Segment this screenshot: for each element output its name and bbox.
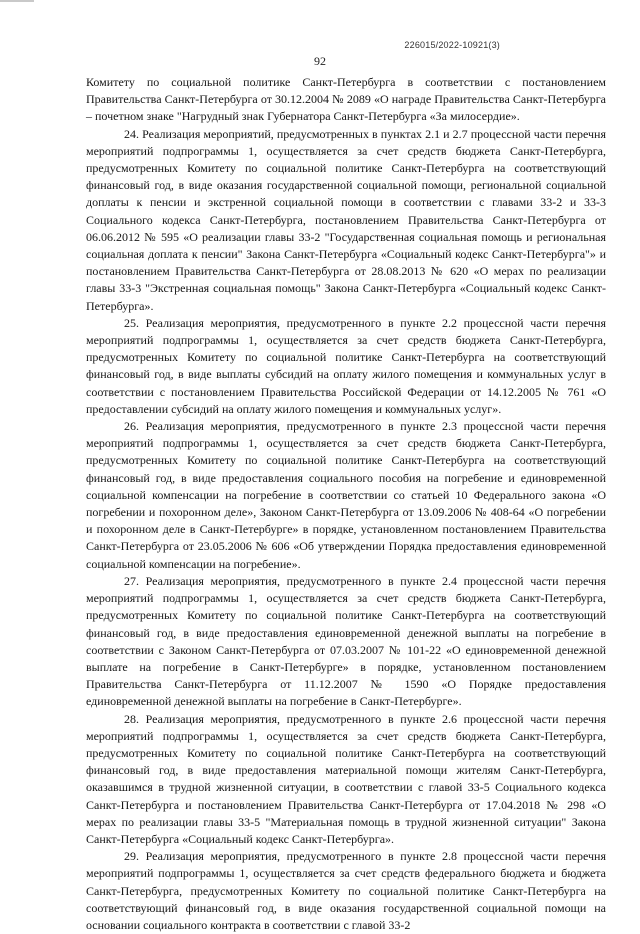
paragraph-27: 27. Реализация мероприятия, предусмотренного в пункте 2.4 процессной части перечня мероприятий подпрограммы 1, осуществляется за счет средств бюджета Санкт-Петербурга, предусмотренных Комитету по социальной политике Санкт-Петербурга на соответствующий финансовый год, в виде предоставления единовременной денежной выплаты на погребение в соответствии с Законом Санкт-Петербурга от 07.03.2007 № 101-22 «О единовременной денежной выплате на погребение в Санкт-Петербурге» в порядке, установленном постановлением Правительства Санкт-Петербурга от 11.12.2007 № 1590 «О Порядке предоставления единовременной денежной выплаты на погребение в Санкт-Петербурге». <box>86 573 606 709</box>
paragraph-28: 28. Реализация мероприятия, предусмотренного в пункте 2.6 процессной части перечня мероприятий подпрограммы 1, осуществляется за счет средств бюджета Санкт-Петербурга, предусмотренных Комитету по социальной политике Санкт-Петербурга на соответствующий финансовый год, в виде предоставления материальной помощи жителям Санкт-Петербурга, оказавшимся в трудной жизненной ситуации, в соответствии с главой 33-5 Социального кодекса Санкт-Петербурга и постановлением Правительства Санкт-Петербурга от 17.04.2018 № 298 «О мерах по реализации главы 33-5 "Материальная помощь в трудной жизненной ситуации" Закона Санкт-Петербурга «Социальный кодекс Санкт-Петербурга». <box>86 711 606 846</box>
document-body <box>86 74 606 934</box>
paragraph-26: 26. Реализация мероприятия, предусмотренного в пункте 2.3 процессной части перечня мероприятий подпрограммы 1, осуществляется за счет средств бюджета Санкт-Петербурга, предусмотренных Комитету по социальной политике Санкт-Петербурга на соответствующий финансовый год, в виде предоставления социального пособия на погребение и единовременной социальной компенсации на погребение в соответствии со статьей 10 Федерального закона «О погребении и похоронном деле», Законом Санкт-Петербурга от 13.09.2006 № 408-64 «О погребении и похоронном деле в Санкт-Петербурге» в порядке, установленном постановлением Правительства Санкт-Петербурга от 23.05.2006 № 606 «Об утверждении Порядка предоставления единовременной социальной компенсации на погребение». <box>86 419 606 571</box>
paragraph-continuation: Комитету по социальной политике Санкт-Петербурга в соответствии с постановлением Правительства Санкт-Петербурга от 30.12.2004 № 2089 «О награде Правительства Санкт-Петербурга – почетном знаке "Нагрудный знак Губернатора Санкт-Петербурга «За милосердие». <box>86 75 606 124</box>
paragraph-24: 24. Реализация мероприятий, предусмотренных в пунктах 2.1 и 2.7 процессной части перечня мероприятий подпрограммы 1, осуществляется за счет средств бюджета Санкт-Петербурга, предусмотренных Комитету по социальной политике Санкт-Петербурга на соответствующий финансовый год, в виде оказания государственной социальной помощи, региональной социальной доплаты к пенсии и экстренной социальной помощи в соответствии с главами 33-2 и 33-3 Социального кодекса Санкт-Петербурга, постановлением Правительства Санкт-Петербурга от 06.06.2012 № 595 «О реализации главы 33-2 "Государственная социальная помощь и региональная социальная доплата к пенсии" Закона Санкт-Петербурга «Социальный кодекс Санкт-Петербурга"» и постановлением Правительства Санкт-Петербурга от 28.08.2013 № 620 «О мерах по реализации главы 33-3 "Экстренная социальная помощь" Закона Санкт-Петербурга «Социальный кодекс Санкт-Петербурга». <box>86 126 606 313</box>
paragraph-29: 29. Реализация мероприятия, предусмотренного в пункте 2.8 процессной части перечня мероприятий подпрограммы 1, осуществляется за счет средств федерального бюджета и бюджета Санкт-Петербурга, предусмотренных Комитету по социальной политике Санкт-Петербурга на соответствующий финансовый год, в виде оказания государственной социальной помощи на основании социального контракта в соответствии с главой 33-2 <box>86 849 606 932</box>
scan-corner-mark <box>0 0 34 2</box>
paragraph-25: 25. Реализация мероприятия, предусмотренного в пункте 2.2 процессной части перечня мероприятий подпрограммы 1, осуществляется за счет средств бюджета Санкт-Петербурга, предусмотренных Комитету по социальной политике Санкт-Петербурга на соответствующий финансовый год, в виде выплаты субсидий на оплату жилого помещения и коммунальных услуг в соответствии с постановлением Правительства Российской Федерации от 14.12.2005 № 761 «О предоставлении субсидий на оплату жилого помещения и коммунальных услуг». <box>86 315 606 416</box>
page-number: 92 <box>314 54 326 68</box>
document-id: 226015/2022-10921(3) <box>404 40 500 50</box>
